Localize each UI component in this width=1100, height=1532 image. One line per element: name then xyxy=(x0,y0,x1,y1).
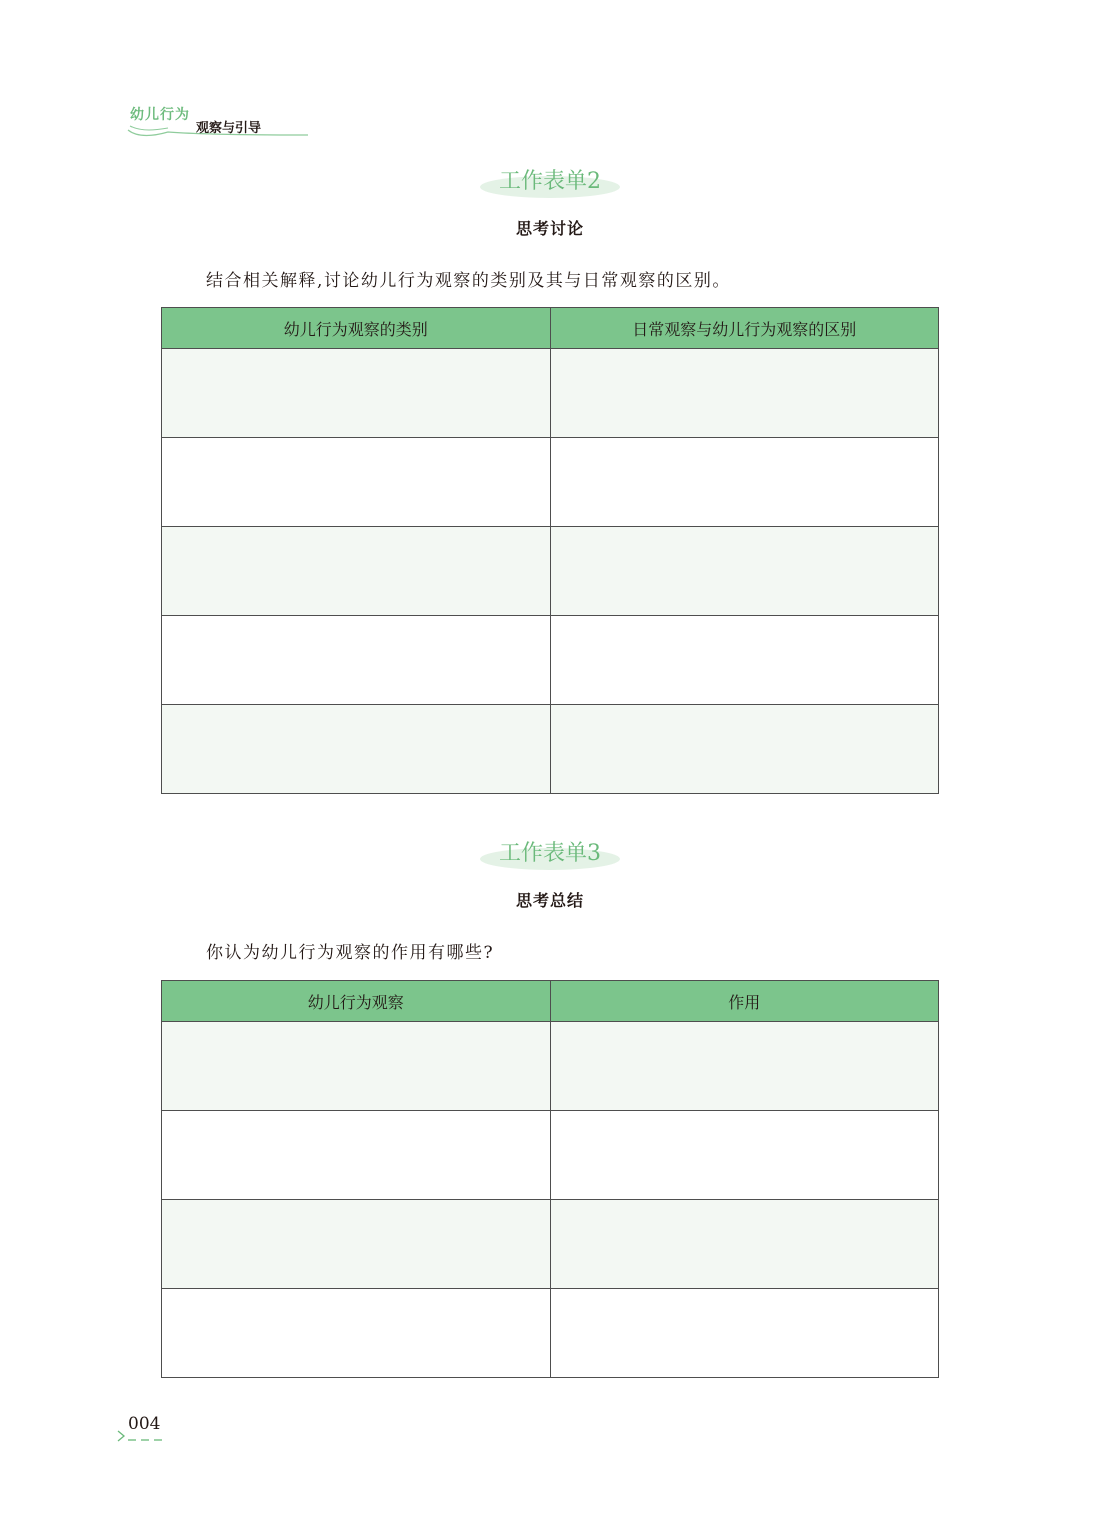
worksheet-3-prompt: 你认为幼儿行为观察的作用有哪些? xyxy=(206,943,495,963)
table-row xyxy=(162,1111,939,1200)
table-header-row xyxy=(162,308,939,349)
running-header xyxy=(124,100,310,140)
answer-cell[interactable] xyxy=(162,705,551,794)
column-header-categories: 幼儿行为观察的类别 xyxy=(162,308,551,349)
table-row xyxy=(162,527,939,616)
page-number xyxy=(116,1412,176,1444)
answer-cell[interactable] xyxy=(550,1111,939,1200)
answer-cell[interactable] xyxy=(162,616,551,705)
table-row xyxy=(162,616,939,705)
answer-cell[interactable] xyxy=(550,1289,939,1378)
answer-cell[interactable] xyxy=(550,349,939,438)
column-header-function: 作用 xyxy=(550,981,939,1022)
worksheet-2-table xyxy=(161,307,939,794)
table-row xyxy=(162,1022,939,1111)
table-row xyxy=(162,1200,939,1289)
answer-cell[interactable] xyxy=(550,527,939,616)
answer-cell[interactable] xyxy=(162,1022,551,1111)
answer-cell[interactable] xyxy=(162,527,551,616)
table-row xyxy=(162,438,939,527)
answer-cell[interactable] xyxy=(162,1289,551,1378)
book-series-title: 幼儿行为 xyxy=(130,107,190,123)
answer-cell[interactable] xyxy=(550,616,939,705)
worksheet-2-title xyxy=(0,164,1100,195)
answer-cell[interactable] xyxy=(162,349,551,438)
book-series-subtitle: 观察与引导 xyxy=(196,121,262,136)
answer-cell[interactable] xyxy=(162,438,551,527)
table-row xyxy=(162,1289,939,1378)
answer-cell[interactable] xyxy=(550,438,939,527)
table-row xyxy=(162,349,939,438)
worksheet-3-title xyxy=(0,836,1100,867)
answer-cell[interactable] xyxy=(550,1022,939,1111)
table-row xyxy=(162,705,939,794)
answer-cell[interactable] xyxy=(550,705,939,794)
worksheet-3-subtitle: 思考总结 xyxy=(515,891,584,910)
answer-cell[interactable] xyxy=(550,1200,939,1289)
worksheet-2-title-text: 工作表单2 xyxy=(499,169,601,194)
worksheet-3-title-text: 工作表单3 xyxy=(499,841,601,866)
column-header-observation: 幼儿行为观察 xyxy=(162,981,551,1022)
column-header-differences: 日常观察与幼儿行为观察的区别 xyxy=(550,308,939,349)
table-header-row xyxy=(162,981,939,1022)
worksheet-3-table xyxy=(161,980,939,1378)
worksheet-2-prompt: 结合相关解释,讨论幼儿行为观察的类别及其与日常观察的区别。 xyxy=(206,271,731,291)
answer-cell[interactable] xyxy=(162,1111,551,1200)
worksheet-2-subtitle: 思考讨论 xyxy=(515,219,584,238)
answer-cell[interactable] xyxy=(162,1200,551,1289)
page-number-text: 004 xyxy=(128,1414,161,1434)
